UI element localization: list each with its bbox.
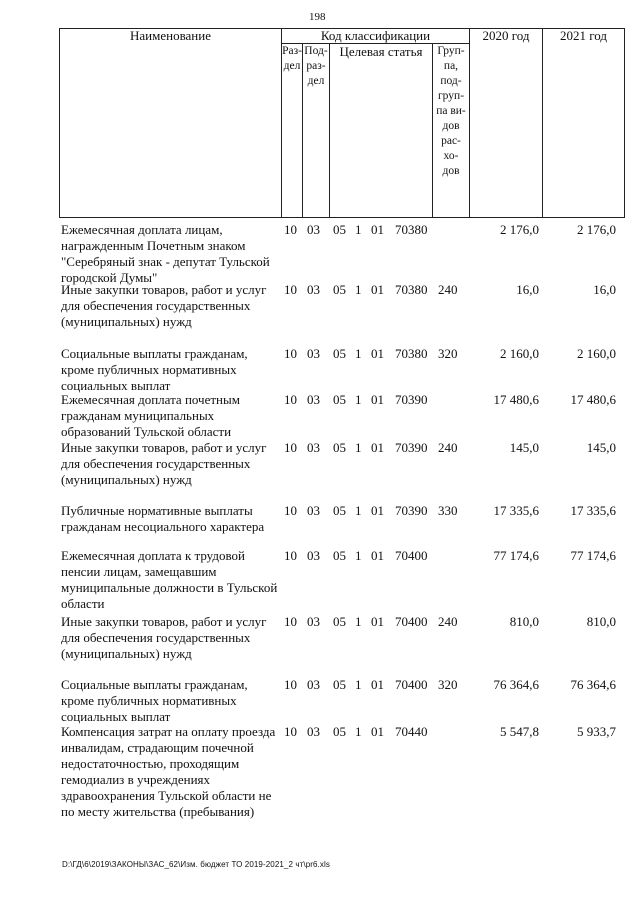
header-col-divider [542,28,543,218]
row-target-subprogram: 1 [355,440,362,455]
row-target-program: 05 [333,346,346,361]
row-amount-2020: 17 335,6 [493,503,539,518]
row-name-line: пенсии лицам, замещавшим [61,564,217,579]
header-name: Наименование [130,28,211,43]
row-podrazdel: 03 [307,392,320,407]
header-gruppa [433,44,469,179]
row-target-direction: 70390 [395,440,428,455]
row-amount-2020: 2 160,0 [500,346,539,361]
row-expense-group: 240 [438,282,458,297]
header-razdel-line: Раз- [282,45,302,57]
row-name-line: области [61,596,105,611]
row-amount-2021: 145,0 [586,440,616,455]
header-razdel [282,44,302,74]
row-expense-group: 240 [438,440,458,455]
row-razdel: 10 [284,222,297,237]
row-target-event: 01 [371,392,384,407]
header-gruppa-line: груп- [437,90,465,102]
row-name-line: по месту жительства (пребывания) [61,804,255,819]
row-amount-2021: 2 176,0 [577,222,616,237]
row-target-subprogram: 1 [355,346,362,361]
header-podrazdel-line: дел [307,75,325,87]
row-name [61,346,283,394]
row-target-subprogram: 1 [355,724,362,739]
row-target-program: 05 [333,392,346,407]
row-name-line: инвалидам, страдающим почечной [61,740,254,755]
row-amount-2020: 810,0 [509,614,539,629]
row-amount-2021: 17 480,6 [570,392,616,407]
row-target-direction: 70440 [395,724,428,739]
row-name-line: для обеспечения государственных [61,456,251,471]
header-col-divider [469,28,470,218]
row-name-line: социальных выплат [61,378,171,393]
row-name [61,392,283,440]
header-gruppa-line: дов [442,120,460,132]
row-podrazdel: 03 [307,346,320,361]
row-target-program: 05 [333,724,346,739]
row-name-line: Иные закупки товаров, работ и услуг [61,614,267,629]
row-target-event: 01 [371,440,384,455]
row-target-direction: 70400 [395,677,428,692]
row-expense-group: 240 [438,614,458,629]
row-name [61,282,283,330]
row-name [61,503,283,535]
row-target-program: 05 [333,548,346,563]
row-amount-2021: 2 160,0 [577,346,616,361]
header-gruppa-line: Груп- [437,45,465,57]
row-name-line: гражданам муниципальных [61,408,215,423]
row-razdel: 10 [284,392,297,407]
row-target-event: 01 [371,282,384,297]
header-col-divider [329,43,330,218]
row-name [61,677,283,725]
row-name-line: Компенсация затрат на оплату проезда [61,724,276,739]
row-target-direction: 70390 [395,392,428,407]
header-podrazdel-line: Под- [304,45,328,57]
row-name-line: гражданам несоциального характера [61,519,265,534]
row-name-line: Иные закупки товаров, работ и услуг [61,440,267,455]
row-name-line: кроме публичных нормативных [61,362,237,377]
row-podrazdel: 03 [307,677,320,692]
header-year-2021: 2021 год [560,28,607,43]
row-target-event: 01 [371,724,384,739]
row-target-event: 01 [371,677,384,692]
row-target-direction: 70380 [395,282,428,297]
row-target-event: 01 [371,503,384,518]
row-razdel: 10 [284,503,297,518]
header-podrazdel-line: раз- [306,60,326,72]
row-target-program: 05 [333,282,346,297]
row-amount-2021: 17 335,6 [570,503,616,518]
row-name-line: социальных выплат [61,709,171,724]
row-name-line: (муниципальных) нужд [61,472,192,487]
row-target-program: 05 [333,503,346,518]
row-target-event: 01 [371,346,384,361]
row-razdel: 10 [284,346,297,361]
header-gruppa-line: хо- [443,150,459,162]
row-amount-2021: 810,0 [586,614,616,629]
row-podrazdel: 03 [307,222,320,237]
row-target-direction: 70380 [395,222,428,237]
row-name-line: Ежемесячная доплата почетным [61,392,240,407]
row-target-event: 01 [371,614,384,629]
row-expense-group: 320 [438,677,458,692]
row-podrazdel: 03 [307,614,320,629]
header-right-border [624,28,625,218]
row-name [61,614,283,662]
header-celevaya: Целевая статья [339,44,423,59]
header-gruppa-line: па ви- [436,105,466,117]
row-target-direction: 70380 [395,346,428,361]
row-name-line: награжденным Почетным знаком [61,238,246,253]
row-amount-2021: 77 174,6 [570,548,616,563]
row-name-line: для обеспечения государственных [61,298,251,313]
row-expense-group: 320 [438,346,458,361]
row-name-line: (муниципальных) нужд [61,646,192,661]
row-podrazdel: 03 [307,724,320,739]
row-name-line: Ежемесячная доплата к трудовой [61,548,245,563]
header-gruppa-line: дов [442,165,460,177]
row-razdel: 10 [284,282,297,297]
header-gruppa-line: па, [443,60,459,72]
row-amount-2020: 5 547,8 [500,724,539,739]
row-name-line: Ежемесячная доплата лицам, [61,222,223,237]
row-amount-2020: 2 176,0 [500,222,539,237]
header-razdel-line: дел [283,60,301,72]
row-expense-group: 330 [438,503,458,518]
header-bottom-border [59,217,625,218]
row-target-subprogram: 1 [355,677,362,692]
row-target-program: 05 [333,614,346,629]
row-podrazdel: 03 [307,503,320,518]
row-amount-2021: 76 364,6 [570,677,616,692]
row-razdel: 10 [284,548,297,563]
row-name-line: образований Тульской области [61,424,232,439]
header-gruppa-line: под- [440,75,462,87]
header-podrazdel [303,44,329,89]
row-podrazdel: 03 [307,548,320,563]
row-name [61,724,283,820]
row-target-event: 01 [371,222,384,237]
row-amount-2020: 17 480,6 [493,392,539,407]
row-target-subprogram: 1 [355,392,362,407]
row-amount-2020: 145,0 [509,440,539,455]
row-target-subprogram: 1 [355,222,362,237]
row-podrazdel: 03 [307,440,320,455]
row-target-program: 05 [333,222,346,237]
row-target-event: 01 [371,548,384,563]
header-left-border [59,28,60,218]
row-amount-2021: 16,0 [593,282,616,297]
row-name-line: Иные закупки товаров, работ и услуг [61,282,267,297]
row-name-line: Публичные нормативные выплаты [61,503,253,518]
row-name-line: гемодиализ в учреждениях [61,772,211,787]
row-target-direction: 70400 [395,548,428,563]
row-name-line: Социальные выплаты гражданам, [61,677,248,692]
row-name-line: недостаточностью, проходящим [61,756,240,771]
row-target-subprogram: 1 [355,282,362,297]
row-name [61,548,283,612]
row-amount-2020: 16,0 [516,282,539,297]
row-target-direction: 70400 [395,614,428,629]
row-amount-2021: 5 933,7 [577,724,616,739]
row-name [61,222,283,286]
page-number: 198 [309,11,326,23]
row-razdel: 10 [284,440,297,455]
row-amount-2020: 77 174,6 [493,548,539,563]
row-target-program: 05 [333,677,346,692]
row-name-line: (муниципальных) нужд [61,314,192,329]
header-code-group: Код классификации [320,28,431,43]
row-razdel: 10 [284,724,297,739]
row-name-line: здравоохранения Тульской области не [61,788,272,803]
row-amount-2020: 76 364,6 [493,677,539,692]
row-name-line: городской Думы" [61,270,158,285]
row-target-subprogram: 1 [355,548,362,563]
row-razdel: 10 [284,677,297,692]
row-name-line: муниципальные должности в Тульской [61,580,278,595]
row-name-line: для обеспечения государственных [61,630,251,645]
file-path-footer: D:\ГД\6\2019\ЗАКОНЫ\ЗАС_62\Изм. бюджет ТО 2019-2021_2 чт\pr6.xls [62,860,330,869]
row-name [61,440,283,488]
row-podrazdel: 03 [307,282,320,297]
row-name-line: кроме публичных нормативных [61,693,237,708]
header-year-2020: 2020 год [482,28,530,43]
row-target-subprogram: 1 [355,614,362,629]
row-name-line: Социальные выплаты гражданам, [61,346,248,361]
header-gruppa-line: рас- [441,135,461,147]
row-target-subprogram: 1 [355,503,362,518]
row-razdel: 10 [284,614,297,629]
row-name-line: "Серебряный знак - депутат Тульской [61,254,270,269]
row-target-direction: 70390 [395,503,428,518]
row-target-program: 05 [333,440,346,455]
